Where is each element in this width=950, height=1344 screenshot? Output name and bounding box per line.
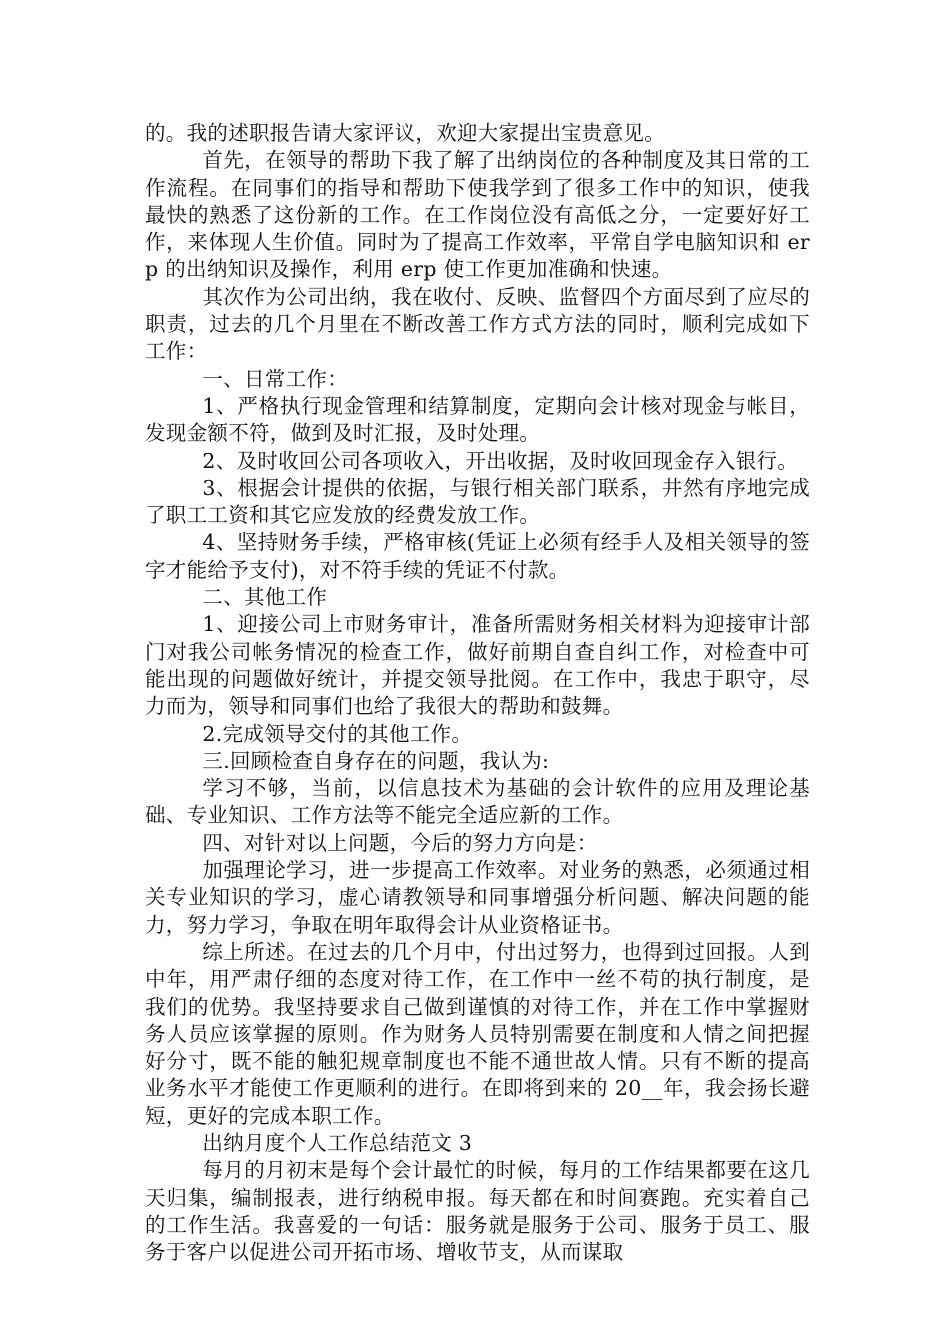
list-item-review-procedures: 4、坚持财务手续，严格审核(凭证上必须有经手人及相关领导的签字才能给予支付)，对不符手续的凭证不付款。 bbox=[145, 530, 810, 582]
list-item-other-tasks: 2.完成领导交付的其他工作。 bbox=[202, 721, 473, 746]
paragraph-summary: 综上所述。在过去的几个月中，付出过努力，也得到过回报。人到中年，用严肃仔细的态度对待工作，在工作中一丝不苟的执行制度，是我们的优势。我坚持要求自己做到谨慎的对待工作，并在工作中掌握财务人员应该掌握的原则。作为财务人员特别需要在制度和人情之间把握好分寸，既不能的触犯规章制度也不能不通世故人情。只有不断的提高业务水平才能使工作更顺利的进行。在即将到来的 20__年，我会扬长避短，更好的完成本职工作。 bbox=[145, 939, 810, 1128]
document-page bbox=[145, 120, 810, 1266]
document-title-sample-3: 出纳月度个人工作总结范文 3 bbox=[202, 1130, 473, 1155]
list-item-collect-income: 2、及时收回公司各项收入，开出收据，及时收回现金存入银行。 bbox=[202, 448, 799, 473]
list-item-payroll: 3、根据会计提供的依据，与银行相关部门联系，井然有序地完成了职工工资和其它应发放的经费发放工作。 bbox=[145, 475, 810, 528]
paragraph-duties-intro: 其次作为公司出纳，我在收付、反映、监督四个方面尽到了应尽的职责，过去的几个月里在不断改善工作方式方法的同时，顺利完成如下工作： bbox=[145, 284, 810, 364]
section-heading-problems: 三.回顾检查自身存在的问题，我认为: bbox=[202, 748, 550, 773]
section-heading-other-work: 二、其他工作 bbox=[202, 585, 328, 610]
list-item-audit: 1、迎接公司上市财务审计，准备所需财务相关材料为迎接审计部门对我公司帐务情况的检查工作，做好前期自查自纠工作，对检查中可能出现的问题做好统计，并提交领导批阅。在工作中，我忠于职守，尽力而为，领导和同事们也给了我很大的帮助和鼓舞。 bbox=[145, 612, 810, 719]
section-heading-daily-work: 一、日常工作： bbox=[202, 366, 348, 391]
list-item-cash-management: 1、严格执行现金管理和结算制度，定期向会计核对现金与帐目，发现金额不符，做到及时汇报，及时处理。 bbox=[145, 393, 810, 446]
paragraph-monthly-work: 每月的月初末是每个会计最忙的时候，每月的工作结果都要在这几天归集，编制报表，进行纳税申报。每天都在和时间赛跑。充实着自己的工作生活。我喜爱的一句话：服务就是服务于公司、服务于员工、服务于客户以促进公司开拓市场、增收节支，从而谋取 bbox=[145, 1158, 810, 1265]
paragraph-problems: 学习不够，当前，以信息技术为基础的会计软件的应用及理论基础、专业知识、工作方法等不能完全适应新的工作。 bbox=[145, 776, 810, 828]
section-heading-direction: 四、对针对以上问题，今后的努力方向是： bbox=[202, 830, 598, 855]
paragraph-first-learning: 首先，在领导的帮助下我了解了出纳岗位的各种制度及其日常的工作流程。在同事们的指导和帮助下使我学到了很多工作中的知识，使我最快的熟悉了这份新的工作。在工作岗位没有高低之分，一定要好好工作，来体现人生价值。同时为了提高工作效率，平常自学电脑知识和 erp 的出纳知识及操作，利用 erp 使工作更加准确和快速。 bbox=[145, 148, 810, 282]
paragraph-opening-line: 的。我的述职报告请大家评议，欢迎大家提出宝贵意见。 bbox=[145, 121, 665, 145]
paragraph-direction: 加强理论学习，进一步提高工作效率。对业务的熟悉，必须通过相关专业知识的学习，虚心请教领导和同事增强分析问题、解决问题的能力，努力学习，争取在明年取得会计从业资格证书。 bbox=[145, 858, 810, 937]
